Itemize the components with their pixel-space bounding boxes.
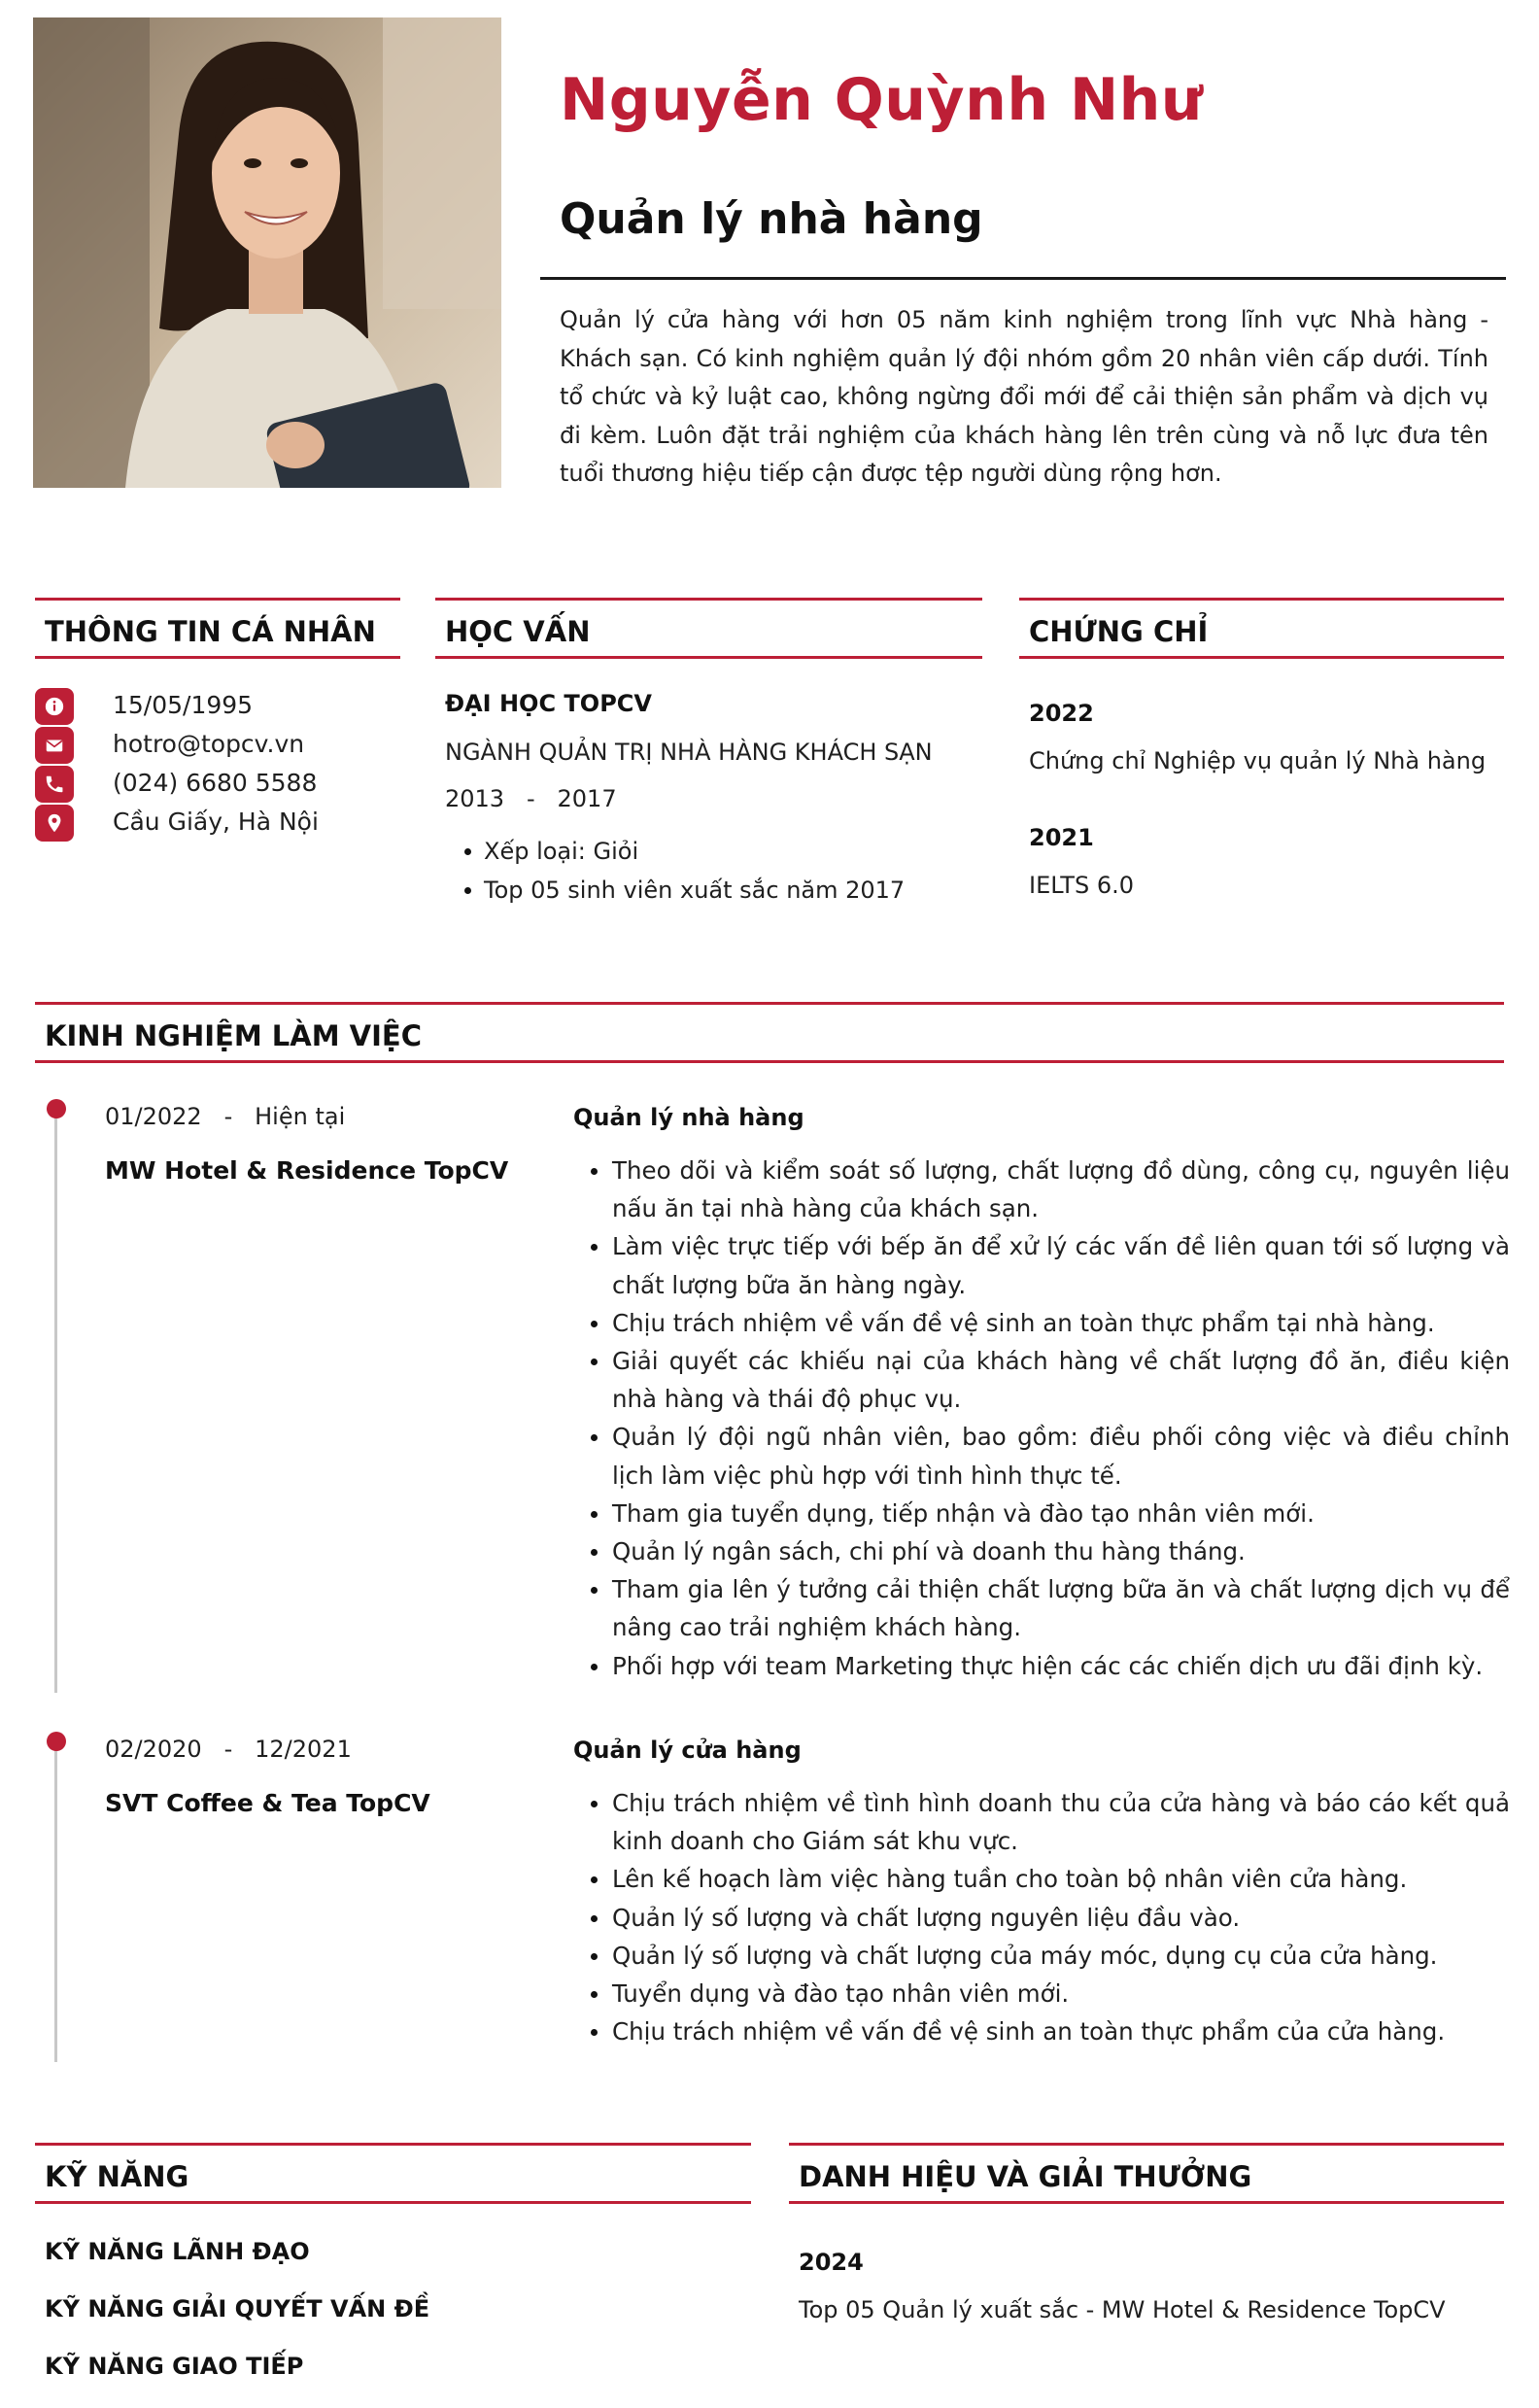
list-item: Tuyển dụng và đào tạo nhân viên mới.: [591, 1975, 1510, 2012]
timeline-dot: [47, 1099, 66, 1118]
job-duties: [591, 1784, 1510, 2050]
phone-icon: [35, 766, 74, 803]
list-item: Giải quyết các khiếu nại của khách hàng về chất lượng đồ ăn, điều kiện nhà hàng và thái độ phục vụ.: [591, 1342, 1510, 1418]
section-title: CHỨNG CHỈ: [1029, 615, 1209, 648]
education-school: ĐẠI HỌC TOPCV: [445, 690, 652, 717]
education-major: NGÀNH QUẢN TRỊ NHÀ HÀNG KHÁCH SẠN: [445, 739, 933, 766]
section-title: DANH HIỆU VÀ GIẢI THƯỞNG: [799, 2160, 1252, 2193]
timeline-line: [54, 1108, 57, 1693]
list-item: Theo dõi và kiểm soát số lượng, chất lượng đồ dùng, công cụ, nguyên liệu nấu ăn tại nhà hàng của khách sạn.: [591, 1152, 1510, 1227]
certificate-year: 2021: [1029, 824, 1094, 851]
info-icon: [35, 688, 74, 725]
job-duties: [591, 1152, 1510, 1685]
certificate-name: IELTS 6.0: [1029, 872, 1134, 899]
list-item: Top 05 sinh viên xuất sắc năm 2017: [464, 871, 905, 910]
section-title: HỌC VẤN: [445, 615, 591, 648]
career-summary: Quản lý cửa hàng với hơn 05 năm kinh nghiệm trong lĩnh vực Nhà hàng - Khách sạn. Có kinh nghiệm quản lý đội nhóm gồm 20 nhân viên cấp dưới. Tính tổ chức và kỷ luật cao, không ngừng đổi mới để cải thiện sản phẩm và dịch vụ đi kèm. Luôn đặt trải nghiệm của khách hàng lên trên cùng và nỗ lực đưa tên tuổi thương hiệu tiếp cận được tệp người dùng rộng hơn.: [560, 306, 1488, 487]
list-item: Lên kế hoạch làm việc hàng tuần cho toàn bộ nhân viên cửa hàng.: [591, 1860, 1510, 1898]
timeline-line: [54, 1741, 57, 2062]
job-company: MW Hotel & Residence TopCV: [105, 1156, 509, 1185]
experience-section-header: [35, 1002, 1504, 1064]
location-icon: [35, 805, 74, 842]
list-item: Quản lý đội ngũ nhân viên, bao gồm: điều phối công việc và điều chỉnh lịch làm việc phù hợp với tình hình thực tế.: [591, 1418, 1510, 1494]
list-item: Chịu trách nhiệm về vấn đề vệ sinh an toàn thực phẩm tại nhà hàng.: [591, 1304, 1510, 1342]
certificate-year: 2022: [1029, 700, 1094, 727]
birthday-text: 15/05/1995: [113, 691, 254, 719]
email-icon: [35, 727, 74, 764]
list-item: Xếp loại: Giỏi: [464, 832, 905, 871]
profile-photo: [33, 17, 501, 488]
list-item: Tham gia tuyển dụng, tiếp nhận và đào tạo nhân viên mới.: [591, 1495, 1510, 1532]
skill-item: KỸ NĂNG LÃNH ĐẠO: [45, 2238, 310, 2265]
education-details: [464, 832, 905, 910]
certificate-name: Chứng chỉ Nghiệp vụ quản lý Nhà hàng: [1029, 747, 1487, 774]
skill-item: KỸ NĂNG GIẢI QUYẾT VẤN ĐỀ: [45, 2295, 430, 2322]
personal-info-section-header: [35, 598, 400, 660]
list-item: Chịu trách nhiệm về tình hình doanh thu của cửa hàng và báo cáo kết quả kinh doanh cho Giám sát khu vực.: [591, 1784, 1510, 1860]
awards-section-header: [789, 2143, 1504, 2205]
list-item: Làm việc trực tiếp với bếp ăn để xử lý các vấn đề liên quan tới số lượng và chất lượng bữa ăn hàng ngày.: [591, 1227, 1510, 1303]
job-company: SVT Coffee & Tea TopCV: [105, 1789, 430, 1817]
education-section-header: [435, 598, 982, 660]
phone-text[interactable]: (024) 6680 5588: [113, 769, 318, 797]
address-text: Cầu Giấy, Hà Nội: [113, 808, 319, 836]
candidate-name: Nguyễn Quỳnh Như: [560, 66, 1204, 134]
job-role: Quản lý cửa hàng: [573, 1737, 802, 1764]
skills-section-header: [35, 2143, 751, 2205]
timeline-dot: [47, 1732, 66, 1751]
award-year: 2024: [799, 2249, 864, 2276]
job-period: 02/2020 - 12/2021: [105, 1736, 352, 1763]
list-item: Phối hợp với team Marketing thực hiện các các chiến dịch ưu đãi định kỳ.: [591, 1647, 1510, 1685]
email-text[interactable]: hotro@topcv.vn: [113, 730, 305, 758]
list-item: Quản lý số lượng và chất lượng nguyên liệu đầu vào.: [591, 1899, 1510, 1937]
award-name: Top 05 Quản lý xuất sắc - MW Hotel & Residence TopCV: [799, 2296, 1446, 2323]
job-title: Quản lý nhà hàng: [560, 194, 983, 244]
certificates-section-header: [1019, 598, 1504, 660]
section-title: KINH NGHIỆM LÀM VIỆC: [45, 1019, 423, 1052]
header-divider: [540, 277, 1506, 280]
education-period: 2013 - 2017: [445, 785, 617, 812]
list-item: Quản lý ngân sách, chi phí và doanh thu hàng tháng.: [591, 1532, 1510, 1570]
skill-item: KỸ NĂNG GIAO TIẾP: [45, 2353, 304, 2380]
job-role: Quản lý nhà hàng: [573, 1104, 804, 1131]
list-item: Quản lý số lượng và chất lượng của máy móc, dụng cụ của cửa hàng.: [591, 1937, 1510, 1975]
list-item: Tham gia lên ý tưởng cải thiện chất lượng bữa ăn và chất lượng dịch vụ để nâng cao trải nghiệm khách hàng.: [591, 1570, 1510, 1646]
section-title: KỸ NĂNG: [45, 2160, 189, 2193]
list-item: Chịu trách nhiệm về vấn đề vệ sinh an toàn thực phẩm của cửa hàng.: [591, 2012, 1510, 2050]
section-title: THÔNG TIN CÁ NHÂN: [45, 615, 376, 648]
job-period: 01/2022 - Hiện tại: [105, 1103, 346, 1130]
